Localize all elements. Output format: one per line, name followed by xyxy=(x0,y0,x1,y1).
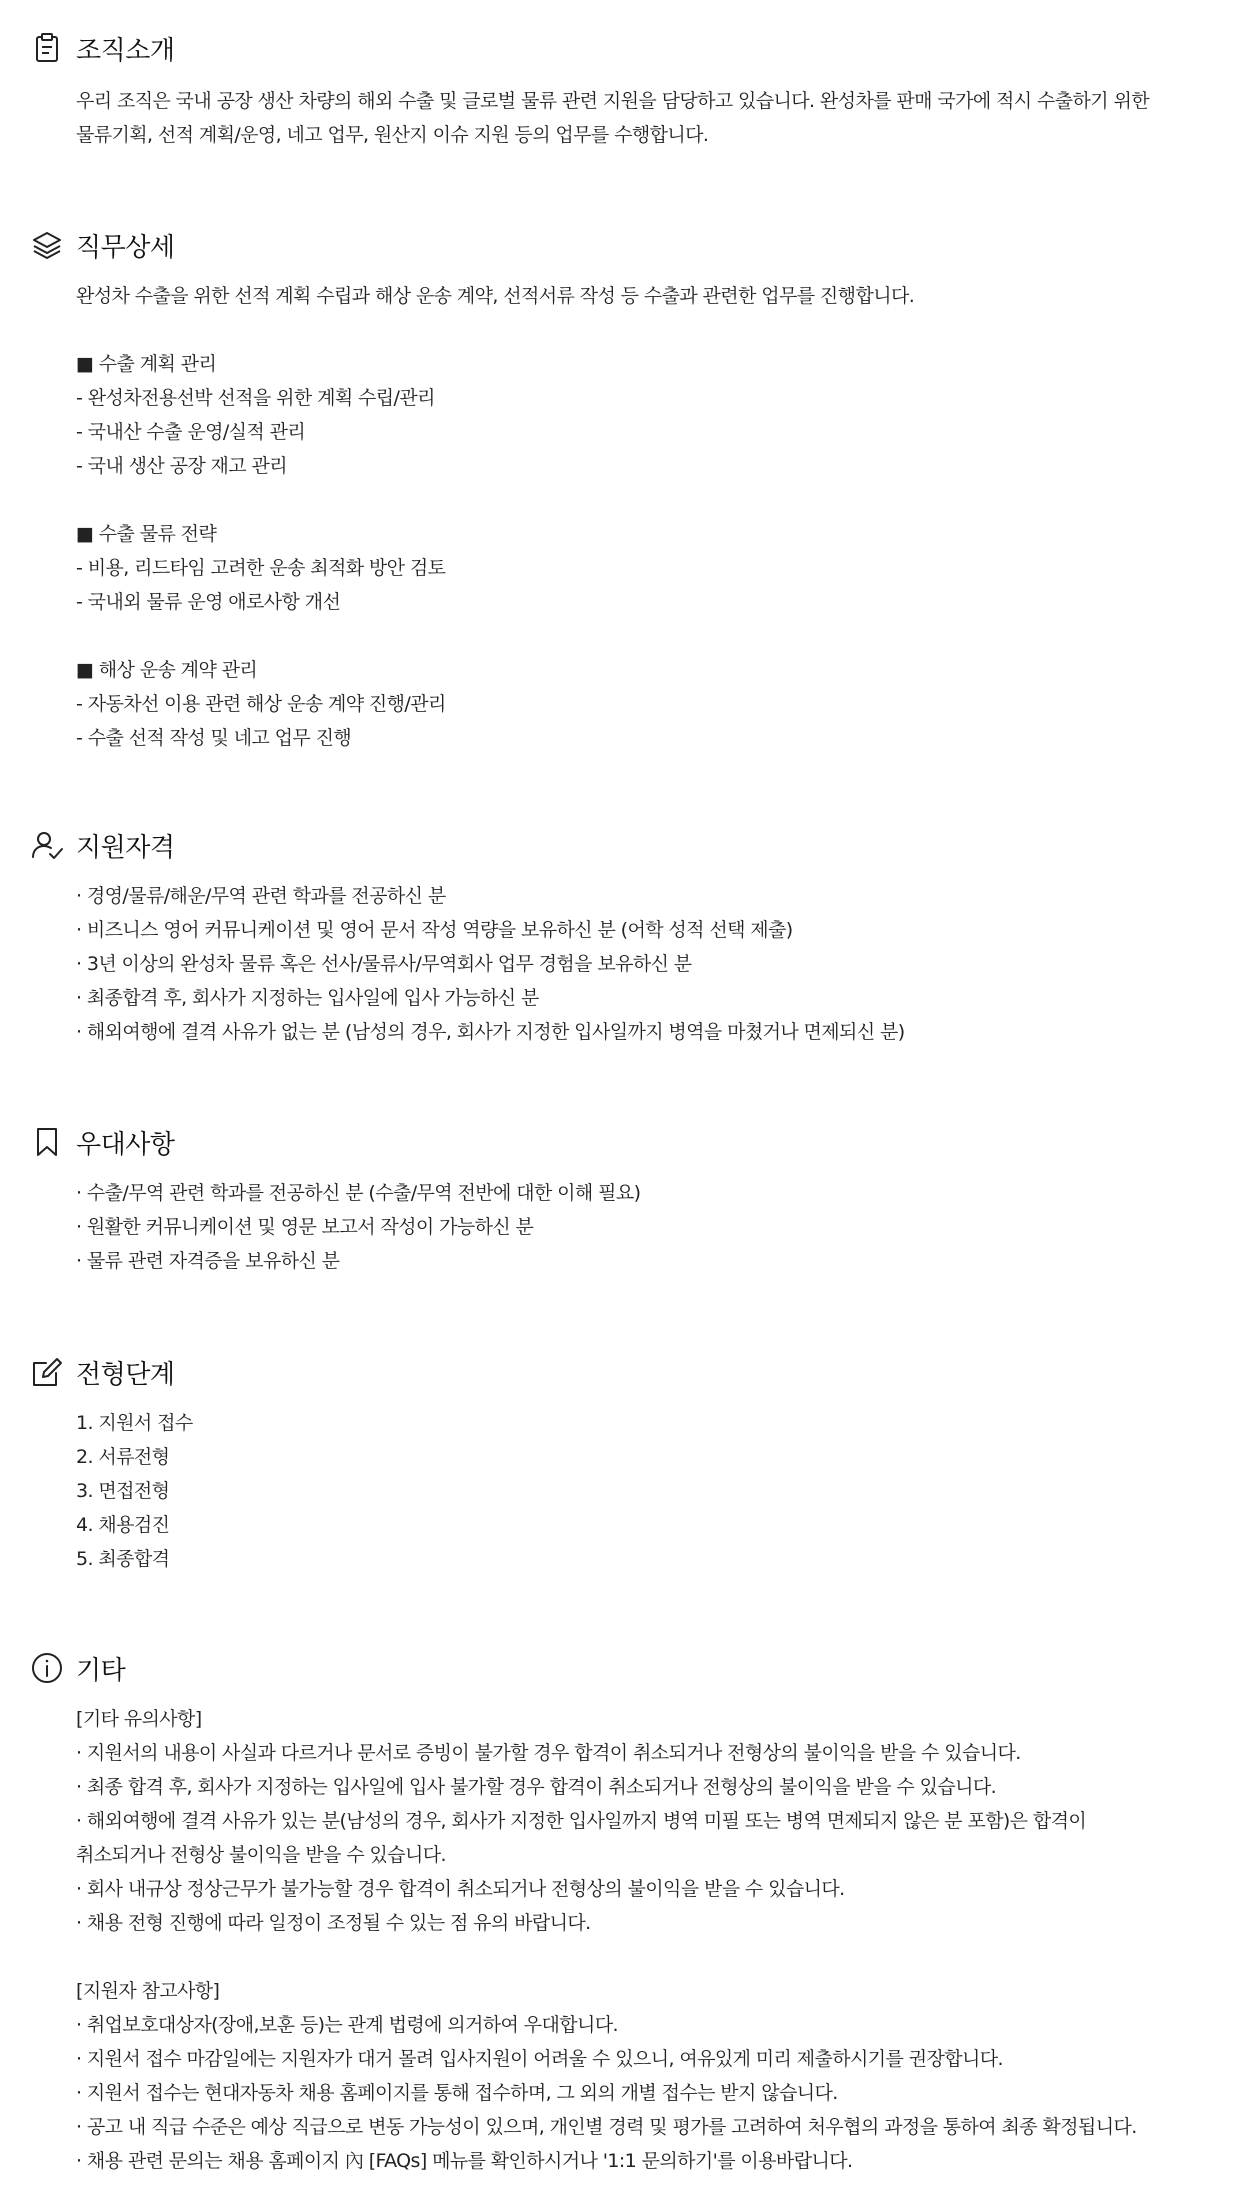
edit-icon xyxy=(30,1355,64,1389)
list-item: · 채용 관련 문의는 채용 홈페이지 內 [FAQs] 메뉴를 확인하시거나 '1:1 문의하기'를 이용바랍니다. xyxy=(76,2150,853,2172)
list-item: - 국내외 물류 운영 애로사항 개선 xyxy=(76,591,341,613)
bookmark-icon xyxy=(30,1125,64,1159)
section-body xyxy=(76,879,1206,1049)
list-item: · 경영/물류/해운/무역 관련 학과를 전공하신 분 xyxy=(76,885,446,907)
list-item: - 자동차선 이용 관련 해상 운송 계약 진행/관리 xyxy=(76,693,446,715)
list-item: 취소되거나 전형상 불이익을 받을 수 있습니다. xyxy=(76,1844,446,1866)
list-item: · 공고 내 직급 수준은 예상 직급으로 변동 가능성이 있으며, 개인별 경력 및 평가를 고려하여 처우협의 과정을 통하여 최종 확정됩니다. xyxy=(76,2116,1137,2138)
step-item: 4. 채용검진 xyxy=(76,1514,170,1536)
user-check-icon xyxy=(30,828,64,862)
list-item: - 국내 생산 공장 재고 관리 xyxy=(76,455,287,477)
list-item: · 해외여행에 결격 사유가 있는 분(남성의 경우, 회사가 지정한 입사일까지 병역 미필 또는 병역 면제되지 않은 분 포함)은 합격이 xyxy=(76,1810,1087,1832)
text-line: 완성차 수출을 위한 선적 계획 수립과 해상 운송 계약, 선적서류 작성 등 수출과 관련한 업무를 진행합니다. xyxy=(76,285,915,307)
section-etc-header xyxy=(30,1648,125,1688)
group-heading: ■ 수출 물류 전략 xyxy=(76,523,217,545)
section-duty-header xyxy=(30,225,174,265)
list-item: · 지원서 접수 마감일에는 지원자가 대거 몰려 입사지원이 어려울 수 있으니, 여유있게 미리 제출하시기를 권장합니다. xyxy=(76,2048,1003,2070)
section-org-header xyxy=(30,28,174,68)
list-item: · 취업보호대상자(장애,보훈 등)는 관계 법령에 의거하여 우대합니다. xyxy=(76,2014,618,2036)
group-heading: ■ 해상 운송 계약 관리 xyxy=(76,659,258,681)
layers-icon xyxy=(30,228,64,262)
notice-heading: [기타 유의사항] xyxy=(76,1708,202,1730)
list-item: · 원활한 커뮤니케이션 및 영문 보고서 작성이 가능하신 분 xyxy=(76,1216,534,1238)
list-item: · 3년 이상의 완성차 물류 혹은 선사/물류사/무역회사 업무 경험을 보유하신 분 xyxy=(76,953,692,975)
list-item: · 물류 관련 자격증을 보유하신 분 xyxy=(76,1250,340,1272)
section-body xyxy=(76,1702,1206,2178)
list-item: · 비즈니스 영어 커뮤니케이션 및 영어 문서 작성 역량을 보유하신 분 (어학 성적 선택 제출) xyxy=(76,919,793,941)
step-item: 3. 면접전형 xyxy=(76,1480,170,1502)
list-item: · 수출/무역 관련 학과를 전공하신 분 (수출/무역 전반에 대한 이해 필요) xyxy=(76,1182,641,1204)
list-item: - 국내산 수출 운영/실적 관리 xyxy=(76,421,306,443)
step-item: 1. 지원서 접수 xyxy=(76,1412,193,1434)
reference-heading: [지원자 참고사항] xyxy=(76,1980,220,2002)
section-title: 지원자격 xyxy=(76,832,175,863)
section-title: 전형단계 xyxy=(76,1359,175,1390)
list-item: - 완성차전용선박 선적을 위한 계획 수립/관리 xyxy=(76,387,435,409)
section-body xyxy=(76,1176,1206,1278)
section-body xyxy=(76,1406,1206,1576)
section-body xyxy=(76,84,1206,152)
list-item: · 채용 전형 진행에 따라 일정이 조정될 수 있는 점 유의 바랍니다. xyxy=(76,1912,591,1934)
group-heading: ■ 수출 계획 관리 xyxy=(76,353,217,375)
list-item: · 해외여행에 결격 사유가 없는 분 (남성의 경우, 회사가 지정한 입사일까지 병역을 마쳤거나 면제되신 분) xyxy=(76,1021,905,1043)
info-icon xyxy=(30,1651,64,1685)
section-title: 조직소개 xyxy=(76,35,175,66)
section-steps-header xyxy=(30,1352,174,1392)
section-title: 우대사항 xyxy=(76,1129,175,1160)
step-item: 2. 서류전형 xyxy=(76,1446,170,1468)
list-item: - 수출 선적 작성 및 네고 업무 진행 xyxy=(76,727,352,749)
text-line: 물류기획, 선적 계획/운영, 네고 업무, 원산지 이슈 지원 등의 업무를 수행합니다. xyxy=(76,124,709,146)
section-body xyxy=(76,279,1206,755)
list-item: · 회사 내규상 정상근무가 불가능할 경우 합격이 취소되거나 전형상의 불이익을 받을 수 있습니다. xyxy=(76,1878,845,1900)
section-title: 기타 xyxy=(76,1655,126,1686)
list-item: · 최종 합격 후, 회사가 지정하는 입사일에 입사 불가할 경우 합격이 취소되거나 전형상의 불이익을 받을 수 있습니다. xyxy=(76,1776,997,1798)
list-item: · 최종합격 후, 회사가 지정하는 입사일에 입사 가능하신 분 xyxy=(76,987,539,1009)
section-title: 직무상세 xyxy=(76,232,175,263)
section-pref-header xyxy=(30,1122,174,1162)
list-item: - 비용, 리드타임 고려한 운송 최적화 방안 검토 xyxy=(76,557,446,579)
list-item: · 지원서 접수는 현대자동차 채용 홈페이지를 통해 접수하며, 그 외의 개별 접수는 받지 않습니다. xyxy=(76,2082,838,2104)
clipboard-icon xyxy=(30,31,64,65)
text-line: 우리 조직은 국내 공장 생산 차량의 해외 수출 및 글로벌 물류 관련 지원을 담당하고 있습니다. 완성차를 판매 국가에 적시 수출하기 위한 xyxy=(76,90,1149,112)
section-qual-header xyxy=(30,825,174,865)
list-item: · 지원서의 내용이 사실과 다르거나 문서로 증빙이 불가할 경우 합격이 취소되거나 전형상의 불이익을 받을 수 있습니다. xyxy=(76,1742,1021,1764)
step-item: 5. 최종합격 xyxy=(76,1548,170,1570)
